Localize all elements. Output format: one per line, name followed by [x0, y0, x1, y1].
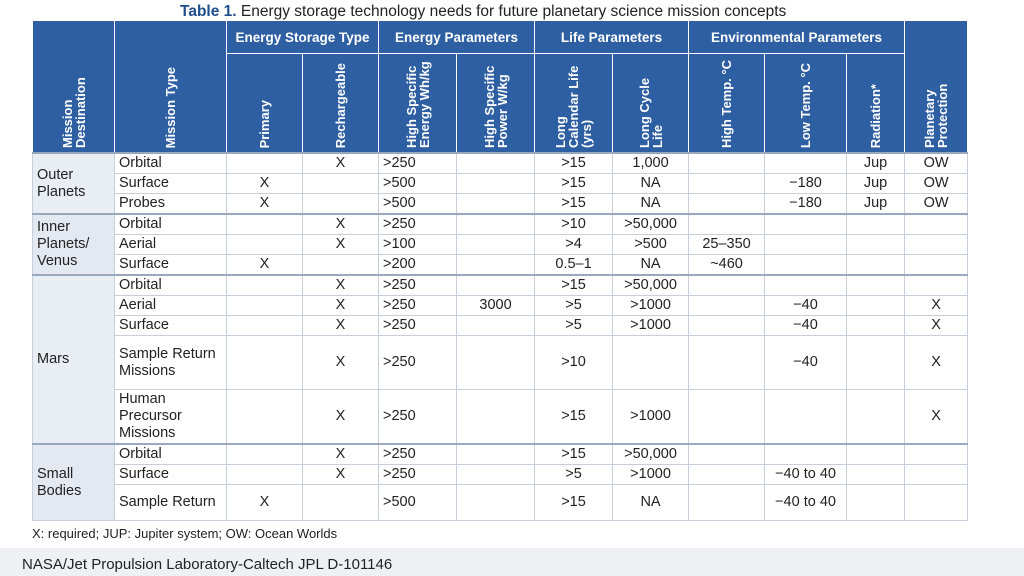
- cell-power: 3000: [457, 296, 535, 316]
- cell-high-temp: 25–350: [689, 235, 765, 255]
- cell-radiation: [847, 214, 905, 235]
- table-row: [33, 194, 968, 215]
- header-environmental-parameters: Environmental Parameters: [689, 21, 905, 54]
- cell-calendar: >15: [535, 194, 613, 215]
- cell-rechargeable: X: [303, 296, 379, 316]
- header-primary: Primary: [227, 54, 303, 154]
- cell-low-temp: [765, 444, 847, 465]
- cell-protection: [905, 444, 968, 465]
- cell-rechargeable: [303, 174, 379, 194]
- cell-rechargeable: X: [303, 153, 379, 174]
- cell-radiation: Jup: [847, 194, 905, 215]
- cell-high-temp: [689, 336, 765, 390]
- cell-mission-type: Sample Return Missions: [115, 336, 227, 390]
- cell-rechargeable: X: [303, 444, 379, 465]
- cell-primary: [227, 316, 303, 336]
- cell-power: [457, 390, 535, 445]
- cell-energy: >500: [379, 174, 457, 194]
- table-row: [33, 255, 968, 276]
- cell-calendar: >10: [535, 336, 613, 390]
- cell-radiation: [847, 235, 905, 255]
- table-row: [33, 316, 968, 336]
- cell-calendar: >15: [535, 390, 613, 445]
- cell-primary: [227, 153, 303, 174]
- cell-high-temp: [689, 465, 765, 485]
- cell-power: [457, 275, 535, 296]
- cell-protection: X: [905, 316, 968, 336]
- cell-primary: [227, 390, 303, 445]
- cell-low-temp: −40 to 40: [765, 485, 847, 521]
- cell-protection: [905, 275, 968, 296]
- cell-energy: >250: [379, 316, 457, 336]
- cell-mission-type: Aerial: [115, 296, 227, 316]
- cell-calendar: >5: [535, 316, 613, 336]
- energy-storage-table: [32, 20, 968, 521]
- cell-primary: X: [227, 485, 303, 521]
- destination-outer-planets: Outer Planets: [33, 153, 115, 214]
- cell-radiation: [847, 444, 905, 465]
- header-low-temp: Low Temp. °C: [765, 54, 847, 154]
- header-planetary-protection: Planetary Protection: [905, 21, 968, 154]
- cell-protection: X: [905, 296, 968, 316]
- cell-cycle: NA: [613, 485, 689, 521]
- cell-calendar: >10: [535, 214, 613, 235]
- cell-primary: X: [227, 174, 303, 194]
- cell-protection: [905, 214, 968, 235]
- cell-primary: X: [227, 194, 303, 215]
- cell-calendar: >15: [535, 444, 613, 465]
- cell-rechargeable: [303, 194, 379, 215]
- destination-inner-planets-venus: Inner Planets/ Venus: [33, 214, 115, 275]
- table-row: [33, 485, 968, 521]
- cell-mission-type: Probes: [115, 194, 227, 215]
- header-energy-parameters: Energy Parameters: [379, 21, 535, 54]
- table-footnote: X: required; JUP: Jupiter system; OW: Ocean Worlds: [32, 526, 338, 541]
- cell-cycle: >1000: [613, 465, 689, 485]
- cell-radiation: [847, 255, 905, 276]
- cell-rechargeable: X: [303, 214, 379, 235]
- cell-high-temp: [689, 174, 765, 194]
- table-body: [33, 153, 968, 521]
- header-long-calendar-life: Long Calendar Life (yrs): [535, 54, 613, 154]
- cell-cycle: >50,000: [613, 214, 689, 235]
- header-mission-destination: Mission Destination: [33, 21, 115, 154]
- table-row: [33, 275, 968, 296]
- cell-power: [457, 485, 535, 521]
- cell-radiation: [847, 336, 905, 390]
- cell-cycle: >500: [613, 235, 689, 255]
- footer-source: NASA/Jet Propulsion Laboratory-Caltech JPL D-101146: [22, 556, 393, 573]
- cell-cycle: [613, 336, 689, 390]
- table-row: [33, 390, 968, 445]
- cell-rechargeable: X: [303, 465, 379, 485]
- cell-primary: [227, 235, 303, 255]
- cell-high-temp: [689, 390, 765, 445]
- cell-cycle: NA: [613, 174, 689, 194]
- table-row: [33, 235, 968, 255]
- table-title-label: Table 1.: [180, 3, 237, 20]
- cell-cycle: >1000: [613, 390, 689, 445]
- cell-protection: OW: [905, 194, 968, 215]
- table-row: [33, 153, 968, 174]
- cell-energy: >500: [379, 485, 457, 521]
- cell-radiation: [847, 275, 905, 296]
- cell-power: [457, 336, 535, 390]
- header-radiation: Radiation*: [847, 54, 905, 154]
- cell-protection: [905, 235, 968, 255]
- cell-primary: [227, 444, 303, 465]
- table-row: [33, 174, 968, 194]
- cell-calendar: >15: [535, 275, 613, 296]
- cell-low-temp: −40: [765, 336, 847, 390]
- header-rechargeable: Rechargeable: [303, 54, 379, 154]
- cell-protection: [905, 465, 968, 485]
- cell-energy: >250: [379, 153, 457, 174]
- cell-energy: >250: [379, 390, 457, 445]
- cell-cycle: >1000: [613, 316, 689, 336]
- cell-low-temp: [765, 153, 847, 174]
- cell-mission-type: Orbital: [115, 214, 227, 235]
- cell-power: [457, 255, 535, 276]
- cell-energy: >200: [379, 255, 457, 276]
- cell-low-temp: −40: [765, 316, 847, 336]
- cell-energy: >250: [379, 444, 457, 465]
- table-row: [33, 444, 968, 465]
- cell-low-temp: −180: [765, 174, 847, 194]
- cell-power: [457, 235, 535, 255]
- cell-energy: >250: [379, 296, 457, 316]
- cell-high-temp: [689, 316, 765, 336]
- cell-protection: X: [905, 336, 968, 390]
- cell-mission-type: Aerial: [115, 235, 227, 255]
- cell-low-temp: [765, 235, 847, 255]
- header-high-specific-power: High Specific Power W/kg: [457, 54, 535, 154]
- header-long-cycle-life: Long Cycle Life: [613, 54, 689, 154]
- cell-radiation: Jup: [847, 153, 905, 174]
- cell-rechargeable: X: [303, 316, 379, 336]
- cell-power: [457, 316, 535, 336]
- cell-primary: [227, 465, 303, 485]
- table-row: [33, 214, 968, 235]
- cell-energy: >250: [379, 214, 457, 235]
- cell-high-temp: [689, 194, 765, 215]
- cell-cycle: NA: [613, 255, 689, 276]
- cell-rechargeable: X: [303, 336, 379, 390]
- cell-radiation: Jup: [847, 174, 905, 194]
- cell-high-temp: [689, 153, 765, 174]
- cell-low-temp: −180: [765, 194, 847, 215]
- cell-mission-type: Sample Return: [115, 485, 227, 521]
- cell-low-temp: −40 to 40: [765, 465, 847, 485]
- cell-calendar: 0.5–1: [535, 255, 613, 276]
- cell-high-temp: ~460: [689, 255, 765, 276]
- header-high-specific-energy: High Specific Energy Wh/kg: [379, 54, 457, 154]
- cell-power: [457, 194, 535, 215]
- cell-protection: [905, 485, 968, 521]
- cell-cycle: >50,000: [613, 444, 689, 465]
- cell-energy: >250: [379, 465, 457, 485]
- header-high-temp: High Temp. °C: [689, 54, 765, 154]
- cell-primary: X: [227, 255, 303, 276]
- cell-energy: >250: [379, 275, 457, 296]
- cell-mission-type: Orbital: [115, 153, 227, 174]
- cell-mission-type: Human Precursor Missions: [115, 390, 227, 445]
- cell-calendar: >4: [535, 235, 613, 255]
- cell-cycle: >50,000: [613, 275, 689, 296]
- cell-protection: OW: [905, 153, 968, 174]
- cell-cycle: 1,000: [613, 153, 689, 174]
- cell-power: [457, 465, 535, 485]
- cell-radiation: [847, 296, 905, 316]
- cell-mission-type: Orbital: [115, 444, 227, 465]
- cell-primary: [227, 275, 303, 296]
- cell-primary: [227, 336, 303, 390]
- cell-calendar: >5: [535, 465, 613, 485]
- cell-energy: >100: [379, 235, 457, 255]
- cell-high-temp: [689, 296, 765, 316]
- header-life-parameters: Life Parameters: [535, 21, 689, 54]
- cell-rechargeable: X: [303, 390, 379, 445]
- cell-power: [457, 174, 535, 194]
- cell-mission-type: Surface: [115, 174, 227, 194]
- table-row: [33, 296, 968, 316]
- cell-calendar: >15: [535, 174, 613, 194]
- cell-radiation: [847, 465, 905, 485]
- cell-high-temp: [689, 214, 765, 235]
- cell-primary: [227, 296, 303, 316]
- cell-energy: >250: [379, 336, 457, 390]
- table-row: [33, 336, 968, 390]
- cell-rechargeable: X: [303, 275, 379, 296]
- cell-calendar: >5: [535, 296, 613, 316]
- cell-high-temp: [689, 275, 765, 296]
- cell-protection: [905, 255, 968, 276]
- cell-low-temp: [765, 214, 847, 235]
- cell-rechargeable: X: [303, 235, 379, 255]
- cell-mission-type: Orbital: [115, 275, 227, 296]
- energy-table-wrapper: [32, 20, 968, 521]
- cell-low-temp: −40: [765, 296, 847, 316]
- table-row: [33, 465, 968, 485]
- cell-mission-type: Surface: [115, 465, 227, 485]
- cell-mission-type: Surface: [115, 316, 227, 336]
- destination-small-bodies: Small Bodies: [33, 444, 115, 521]
- cell-rechargeable: [303, 255, 379, 276]
- cell-rechargeable: [303, 485, 379, 521]
- cell-radiation: [847, 390, 905, 445]
- cell-low-temp: [765, 255, 847, 276]
- cell-calendar: >15: [535, 153, 613, 174]
- table-title-text: Energy storage technology needs for future planetary science mission concepts: [240, 3, 787, 20]
- header-energy-storage-type: Energy Storage Type: [227, 21, 379, 54]
- cell-power: [457, 444, 535, 465]
- cell-low-temp: [765, 390, 847, 445]
- cell-low-temp: [765, 275, 847, 296]
- cell-calendar: >15: [535, 485, 613, 521]
- cell-protection: OW: [905, 174, 968, 194]
- cell-high-temp: [689, 485, 765, 521]
- cell-cycle: >1000: [613, 296, 689, 316]
- cell-radiation: [847, 485, 905, 521]
- cell-cycle: NA: [613, 194, 689, 215]
- cell-energy: >500: [379, 194, 457, 215]
- cell-high-temp: [689, 444, 765, 465]
- cell-power: [457, 214, 535, 235]
- cell-primary: [227, 214, 303, 235]
- cell-mission-type: Surface: [115, 255, 227, 276]
- cell-protection: X: [905, 390, 968, 445]
- cell-radiation: [847, 316, 905, 336]
- table-title: [180, 2, 880, 22]
- header-mission-type: Mission Type: [115, 21, 227, 154]
- destination-mars: Mars: [33, 275, 115, 444]
- cell-power: [457, 153, 535, 174]
